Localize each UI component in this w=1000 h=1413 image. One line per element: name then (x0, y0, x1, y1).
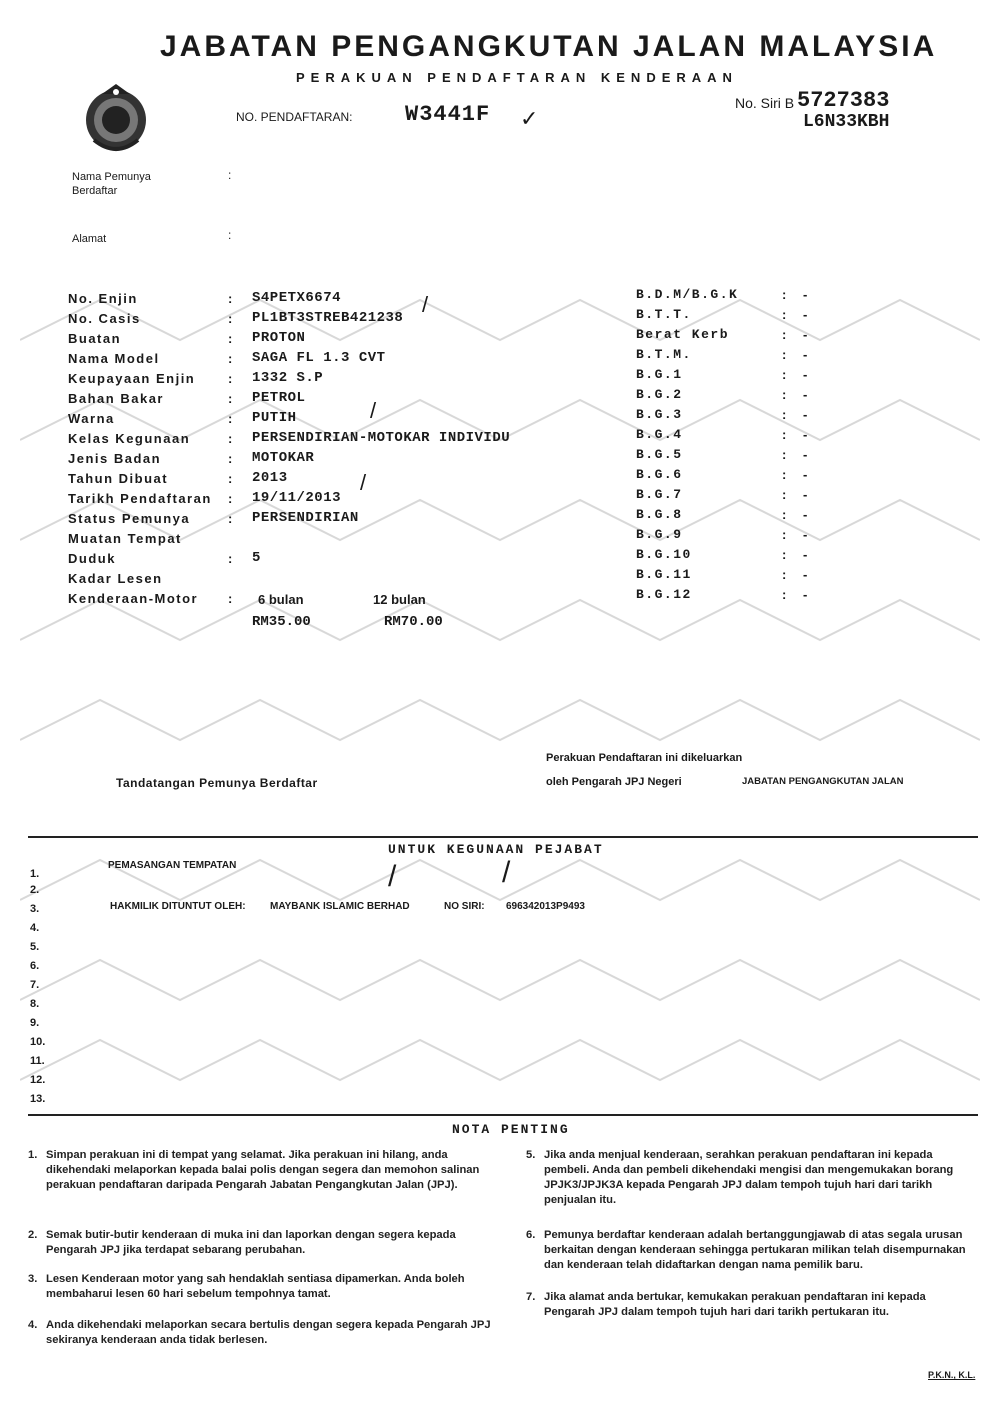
license-rate-label: Kenderaan-Motor (68, 591, 199, 606)
serial-code: L6N33KBH (803, 112, 890, 132)
tick-mark-icon: / (388, 860, 397, 893)
office-serial-value: 696342013P9493 (506, 901, 585, 912)
body-type-value: MOTOKAR (252, 450, 315, 466)
redacted-area (250, 150, 980, 286)
engine-no-value: S4PETX6674 (252, 290, 342, 306)
field-label: Tahun Dibuat (68, 471, 169, 486)
field-label: No. Casis (68, 311, 141, 326)
owner-status-value: PERSENDIRIAN (252, 510, 359, 526)
weight-value: - (803, 427, 808, 442)
seats-value: 5 (252, 550, 261, 566)
note-item: 5. Jika anda menjual kenderaan, serahkan perakuan pendaftaran ini kepada pembeli. Anda dan pembeli dikehendaki mengisi dan mengemukakan borang JPJK3/JPJK3A kepada Pengarah JPJ dalam tempoh tujuh hari dari tarikh penjualan itu. (526, 1149, 954, 1206)
tick-mark-icon: / (370, 398, 377, 423)
year-value: 2013 (252, 470, 288, 486)
field-label: Duduk (68, 551, 116, 566)
tick-mark-icon: / (422, 292, 429, 317)
document-title: PERAKUAN PENDAFTARAN KENDERAAN (296, 70, 738, 85)
serial-label: No. Siri B (735, 95, 795, 111)
note-item: 1. Simpan perakuan ini di tempat yang selamat. Jika perakuan ini hilang, anda dikehendaki melaporkan kepada balai polis dengan segera dan memohon salinan perakuan pendaftaran daripada Pengarah Jabatan Pengangkutan Jalan (JPJ). (28, 1149, 480, 1191)
weight-label: B.G.11 (636, 567, 692, 582)
fuel-value: PETROL (252, 390, 306, 406)
weight-value: - (803, 487, 808, 502)
weight-value: - (803, 567, 808, 582)
address-colon: : (228, 228, 232, 242)
weight-value: - (803, 367, 808, 382)
weight-label: B.G.5 (636, 447, 683, 462)
field-label: Status Pemunya (68, 511, 191, 526)
field-label: Kadar Lesen (68, 571, 163, 586)
address-label: Alamat (72, 233, 107, 245)
weight-value: - (803, 527, 808, 542)
six-month-label: 6 bulan (258, 592, 304, 607)
field-label: Warna (68, 411, 115, 426)
note-item: 2. Semak butir-butir kenderaan di muka ini dan laporkan dengan segera kepada Pengarah JPJ jika terdapat sebarang perubahan. (28, 1229, 456, 1256)
field-label: Muatan Tempat (68, 531, 182, 546)
note-item: 3. Lesen Kenderaan motor yang sah hendaklah sentiasa dipamerkan. Anda boleh membaharui lesen 60 hari sebelum tempohnya tamat. (28, 1273, 465, 1300)
field-label: Keupayaan Enjin (68, 371, 196, 386)
weight-label: B.G.8 (636, 507, 683, 522)
owner-name-colon: : (228, 168, 232, 182)
chassis-no-value: PL1BT3STREB421238 (252, 310, 404, 326)
twelve-month-label: 12 bulan (373, 592, 426, 607)
twelve-month-value: RM70.00 (384, 614, 443, 630)
weight-label: B.G.9 (636, 527, 683, 542)
field-label: Buatan (68, 331, 122, 346)
weight-label: B.G.4 (636, 427, 683, 442)
colour-value: PUTIH (252, 410, 297, 426)
reg-no-value: W3441F (405, 102, 491, 127)
weight-value: - (803, 547, 808, 562)
jpj-crest-icon (78, 80, 154, 156)
weight-value: - (803, 387, 808, 402)
weight-value: - (803, 587, 808, 602)
divider (28, 836, 978, 838)
note-item: 6. Pemunya berdaftar kenderaan adalah bertanggungjawab di atas segala urusan berkaitan dengan kenderaan sehingga pertukaran milikan telah disempurnakan dan kenderaan telah didaftarkan dengan nama pemilik baru. (526, 1229, 966, 1271)
owner-name-label: Nama Pemunya Berdaftar (72, 171, 151, 197)
weight-label: B.G.7 (636, 487, 683, 502)
ownership-label: HAKMILIK DITUNTUT OLEH: (110, 901, 246, 912)
weight-value: - (803, 307, 808, 322)
field-label: Bahan Bakar (68, 391, 164, 406)
field-label: Kelas Kegunaan (68, 431, 191, 446)
divider (28, 1114, 978, 1116)
weight-label: B.G.3 (636, 407, 683, 422)
tick-mark-icon: / (360, 470, 367, 495)
field-label: Nama Model (68, 351, 160, 366)
owner-signature-label: Tandatangan Pemunya Berdaftar (116, 776, 318, 790)
weight-value: - (803, 407, 808, 422)
weight-value: - (803, 327, 808, 342)
six-month-value: RM35.00 (252, 614, 311, 630)
weight-label: B.G.10 (636, 547, 692, 562)
model-value: SAGA FL 1.3 CVT (252, 350, 386, 366)
issued-by: JABATAN PENGANGKUTAN JALAN (742, 776, 904, 787)
reg-no-label: NO. PENDAFTARAN: (236, 110, 353, 124)
field-label: Tarikh Pendaftaran (68, 491, 212, 506)
make-value: PROTON (252, 330, 306, 346)
reg-date-value: 19/11/2013 (252, 490, 342, 506)
weight-value: - (803, 507, 808, 522)
notes-title: NOTA PENTING (452, 1122, 570, 1137)
field-label: No. Enjin (68, 291, 138, 306)
ownership-value: MAYBANK ISLAMIC BERHAD (270, 901, 410, 912)
weight-value: - (803, 287, 808, 302)
issued-line-1: Perakuan Pendaftaran ini dikeluarkan (546, 752, 743, 764)
issued-line-2: oleh Pengarah JPJ Negeri (546, 776, 682, 788)
tick-mark-icon: ✓ (520, 106, 539, 131)
serial-value: 5727383 (797, 88, 890, 113)
weight-value: - (803, 347, 808, 362)
usage-class-value: PERSENDIRIAN-MOTOKAR INDIVIDU (252, 430, 511, 446)
weight-value: - (803, 447, 808, 462)
engine-capacity-value: 1332 S.P (252, 370, 324, 386)
office-serial-label: NO SIRI: (444, 901, 485, 912)
weight-label: B.G.12 (636, 587, 692, 602)
weight-label: Berat Kerb (636, 327, 730, 342)
weight-label: B.T.M. (636, 347, 692, 362)
weight-label: B.D.M/B.G.K (636, 287, 739, 302)
footer-code: P.K.N., K.L. (928, 1370, 976, 1380)
weight-label: B.G.6 (636, 467, 683, 482)
agency-title: JABATAN PENGANGKUTAN JALAN MALAYSIA (160, 30, 938, 63)
field-label: Jenis Badan (68, 451, 162, 466)
note-item: 4. Anda dikehendaki melaporkan secara bertulis dengan segera kepada Pengarah JPJ sekiranya kenderaan anda tidak berlesen. (28, 1319, 491, 1346)
tick-mark-icon: / (502, 856, 511, 889)
office-use-title: UNTUK KEGUNAAN PEJABAT (388, 842, 604, 857)
installation-label: PEMASANGAN TEMPATAN (108, 860, 237, 871)
note-item: 7. Jika alamat anda bertukar, kemukakan perakuan pendaftaran ini kepada Pengarah JPJ dalam tempoh tujuh hari dari tarikh pertukaran itu. (526, 1291, 926, 1318)
weight-label: B.T.T. (636, 307, 692, 322)
weight-label: B.G.1 (636, 367, 683, 382)
weight-label: B.G.2 (636, 387, 683, 402)
weight-value: - (803, 467, 808, 482)
